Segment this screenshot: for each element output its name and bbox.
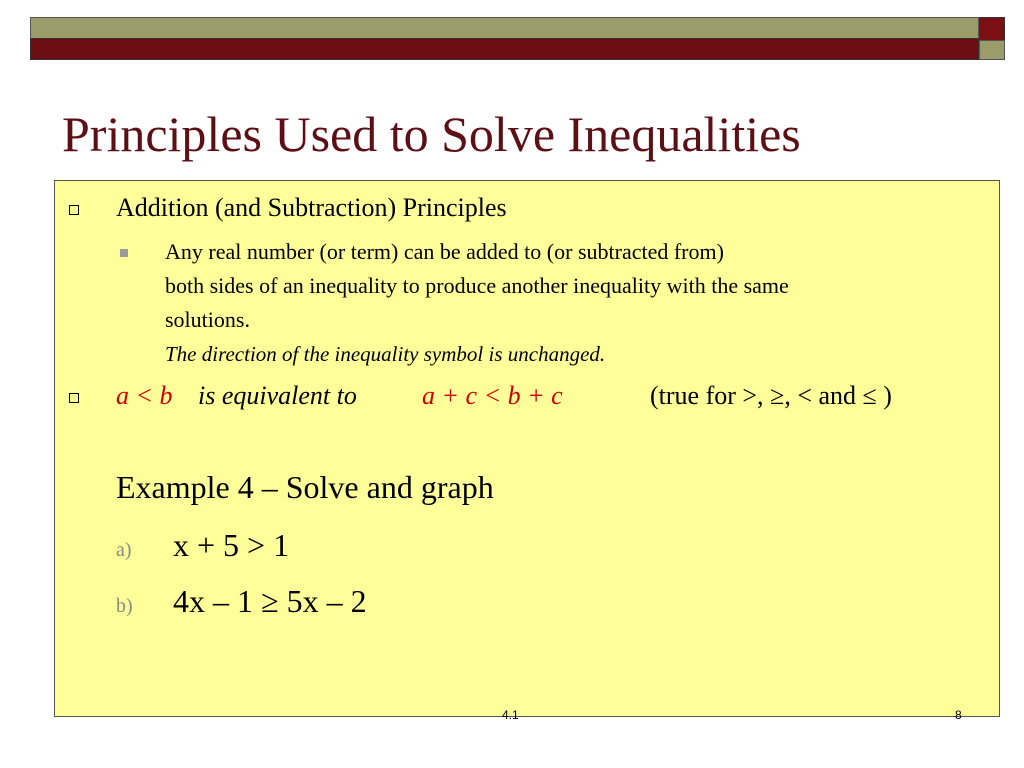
footer-section: 4.1 bbox=[502, 708, 519, 722]
true-for-note: (true for >, ≥, < and ≤ ) bbox=[650, 381, 892, 410]
footer-page-number: 8 bbox=[955, 708, 962, 722]
example-title: Example 4 – Solve and graph bbox=[116, 469, 494, 505]
example-item-a: x + 5 > 1 bbox=[173, 527, 290, 563]
sub-bullet-icon bbox=[120, 249, 128, 257]
sub-bullet-line-3: solutions. bbox=[165, 307, 250, 332]
decor-band-bottom bbox=[30, 38, 979, 60]
decor-square-top bbox=[979, 17, 1005, 42]
expression-a-plus-c: a + c < b + c bbox=[422, 381, 563, 410]
enum-label-a: a) bbox=[116, 539, 132, 561]
sub-bullet-line-1: Any real number (or term) can be added to (or subtracted from) bbox=[165, 239, 724, 264]
enum-label-b: b) bbox=[116, 595, 133, 617]
bullet-heading: Addition (and Subtraction) Principles bbox=[116, 193, 507, 222]
example-item-b: 4x – 1 ≥ 5x – 2 bbox=[173, 583, 367, 619]
equivalence-text: is equivalent to bbox=[198, 381, 357, 410]
sub-bullet-line-2: both sides of an inequality to produce another inequality with the same bbox=[165, 273, 789, 298]
content-box bbox=[54, 180, 1000, 717]
sub-bullet-note: The direction of the inequality symbol is unchanged. bbox=[165, 342, 606, 366]
decor-square-bottom bbox=[979, 40, 1005, 60]
decor-band-top bbox=[30, 17, 979, 40]
slide-title: Principles Used to Solve Inequalities bbox=[62, 106, 801, 162]
square-bullet-icon bbox=[69, 393, 79, 403]
square-bullet-icon bbox=[69, 205, 79, 215]
expression-a-lt-b: a < b bbox=[116, 381, 173, 410]
